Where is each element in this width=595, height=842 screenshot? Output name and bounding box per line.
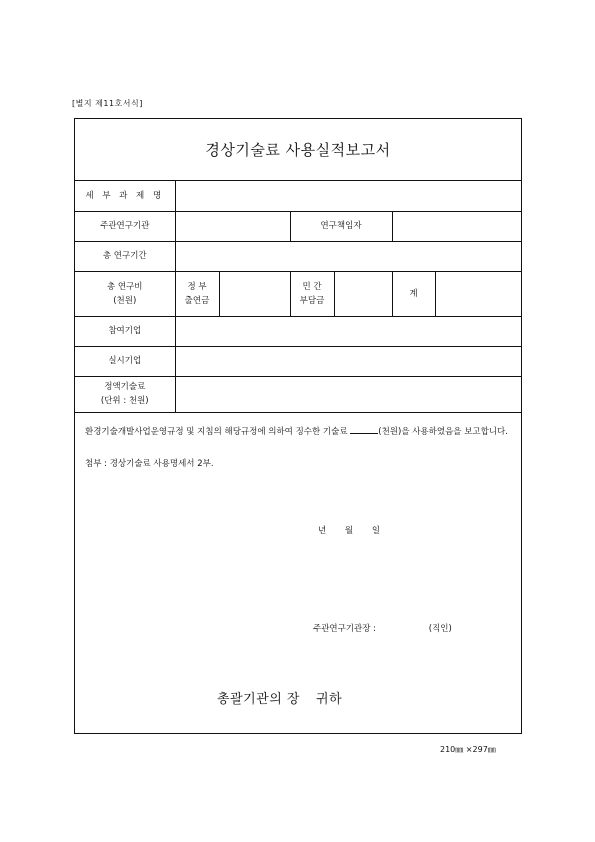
institution-head-line: [313, 622, 452, 634]
participating-company-label: 참여기업: [75, 316, 175, 346]
row-detail-task: [75, 181, 521, 211]
government-fund-label: [175, 271, 219, 316]
report-form: [74, 118, 522, 734]
principal-investigator-value[interactable]: [392, 211, 521, 241]
government-fund-label-line2: 출연금: [184, 295, 210, 306]
fixed-royalty-label-line1: 정액기술료: [104, 382, 146, 392]
form-title: 경상기술료 사용실적보고서: [75, 119, 521, 181]
recipient-suffix: 귀하: [315, 692, 343, 707]
row-fixed-royalty: [75, 376, 521, 412]
detail-task-value[interactable]: [175, 181, 521, 211]
recipient-name: 총괄기관의 장: [217, 692, 300, 707]
fixed-royalty-label-line2: (단위 : 천원): [100, 396, 149, 406]
row-implementing-company: [75, 346, 521, 376]
detail-task-label: 세 부 과 제 명: [75, 181, 175, 211]
total-value[interactable]: [435, 271, 521, 316]
fixed-royalty-value[interactable]: [175, 376, 521, 412]
participating-company-value[interactable]: [175, 316, 521, 346]
research-cost-label-line2: (천원): [113, 295, 137, 306]
research-period-label: 총 연구기간: [75, 241, 175, 271]
private-fund-label: [290, 271, 334, 316]
statement-text-after: 을 사용하였음을 보고합니다.: [401, 426, 508, 437]
fixed-royalty-label: [75, 376, 175, 412]
principal-investigator-label: 연구책임자: [290, 211, 392, 241]
paper-size-note: 210㎜ ×297㎜: [440, 745, 496, 754]
implementing-company-value[interactable]: [175, 346, 521, 376]
official-seal-label: (직인): [428, 624, 452, 634]
statement-text-before: 환경기술개발사업운영규정 및 지침의 해당규정에 의하여 징수한 기술료: [85, 426, 348, 437]
statement-unit: (천원): [378, 426, 402, 437]
row-research-cost: [75, 271, 521, 316]
government-fund-value[interactable]: [219, 271, 290, 316]
government-fund-label-line1: 정 부: [187, 281, 207, 292]
total-label: 계: [392, 271, 435, 316]
attachment-note: 첨부 : 경상기술료 사용명세서 2부.: [85, 458, 214, 469]
recipient-line: [217, 688, 342, 707]
date-line: 년 월 일: [318, 526, 381, 536]
report-statement: [75, 413, 521, 473]
private-fund-label-line2: 부담금: [299, 295, 325, 306]
lead-institution-value[interactable]: [175, 211, 290, 241]
statement-paragraph: [85, 423, 511, 441]
implementing-company-label: 실시기업: [75, 346, 175, 376]
private-fund-label-line1: 민 간: [302, 281, 322, 292]
royalty-amount-blank[interactable]: [350, 424, 378, 434]
form-number-label: [별지 제11호서식]: [72, 99, 143, 108]
row-participating-company: [75, 316, 521, 346]
research-period-value[interactable]: [175, 241, 521, 271]
research-cost-label: [75, 271, 175, 316]
info-table: [75, 181, 521, 413]
row-lead-institution: [75, 211, 521, 241]
research-cost-label-line1: 총 연구비: [106, 281, 143, 292]
row-research-period: [75, 241, 521, 271]
private-fund-value[interactable]: [334, 271, 392, 316]
institution-head-label: 주관연구기관장 :: [313, 624, 377, 634]
lead-institution-label: 주관연구기관: [75, 211, 175, 241]
